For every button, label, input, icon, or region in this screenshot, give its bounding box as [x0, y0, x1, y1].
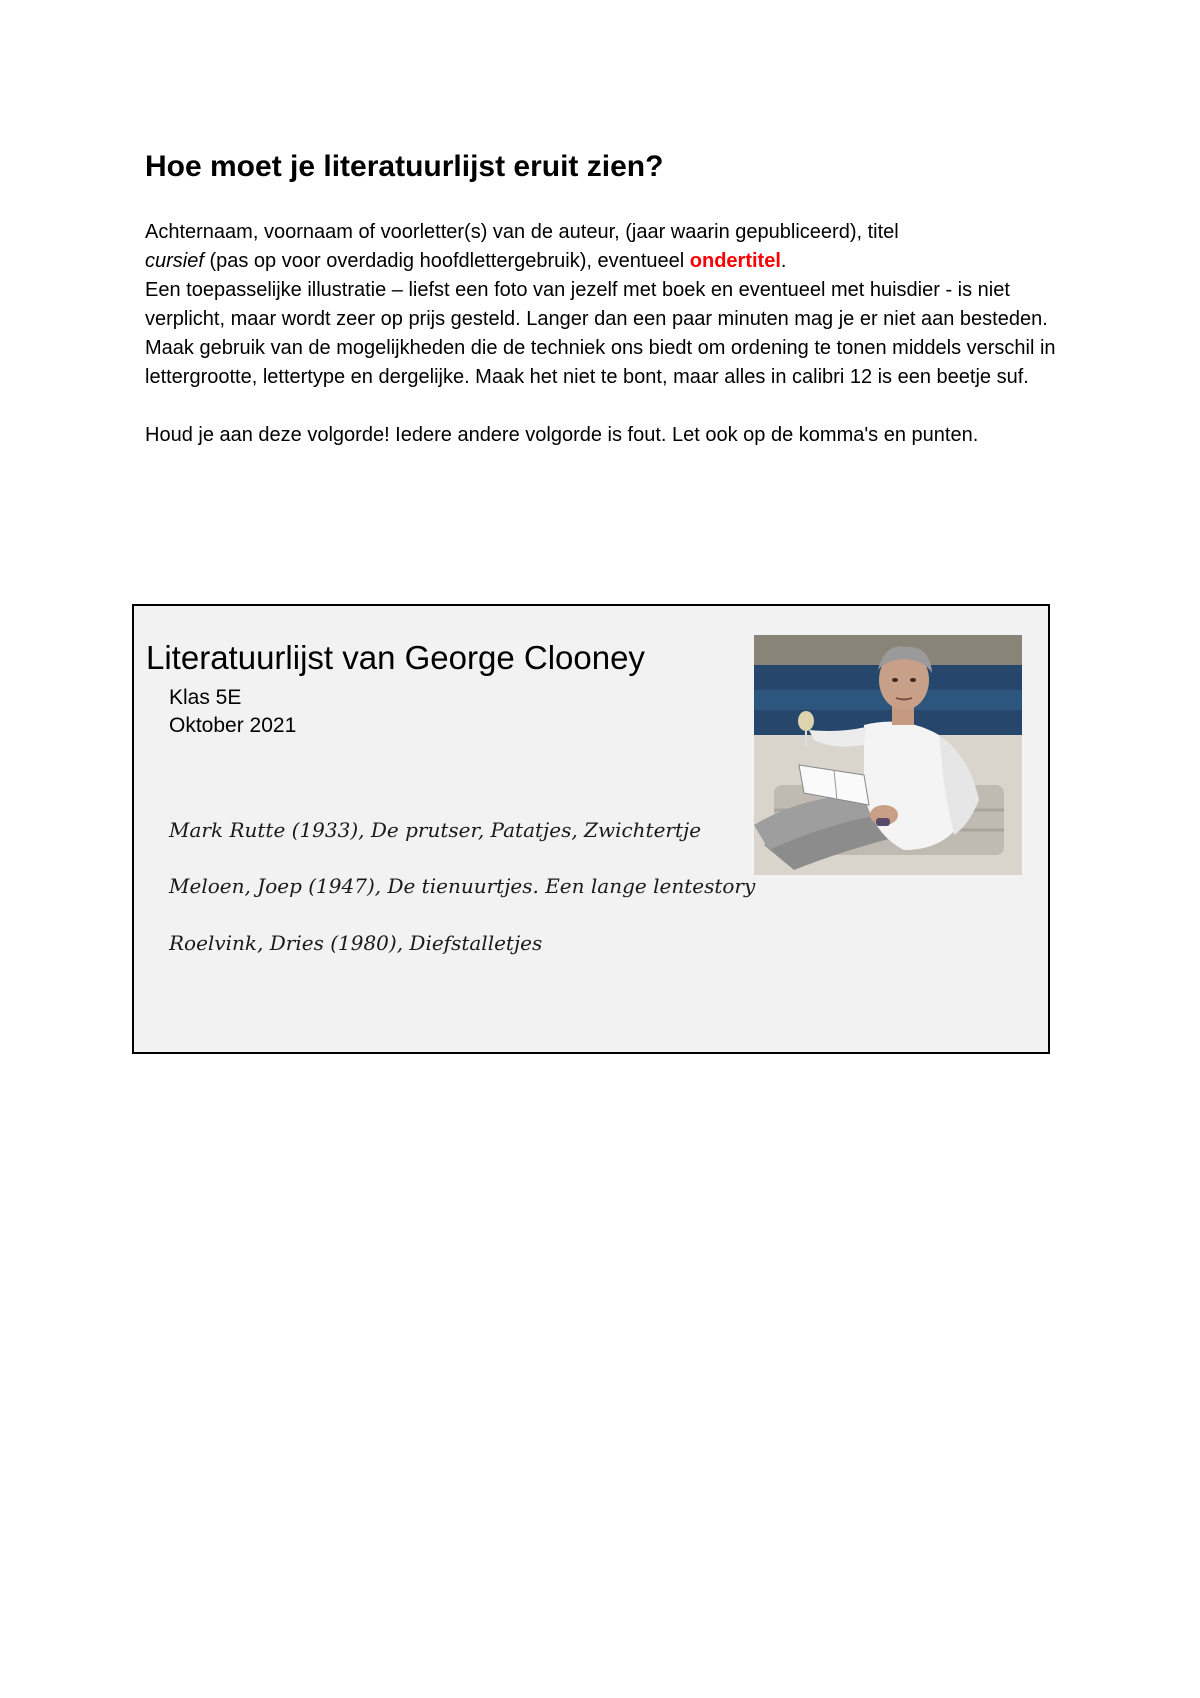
instructions-red-word: ondertitel [689, 250, 781, 272]
instructions-paragraph-1 [145, 218, 1090, 276]
instructions-line-2: (pas op voor overdadig hoofdlettergebruik), eventueel [203, 250, 690, 272]
instructions-paragraph-4: Houd je aan deze volgorde! Iedere andere volgorde is fout. Let ook op de komma's en punten. [145, 424, 979, 446]
instructions-paragraph-2: Een toepasselijke illustratie – liefst een foto van jezelf met boek en eventueel met huisdier - is niet verplicht, maar wordt zeer op prijs gesteld. Langer dan een paar minuten mag je er niet aan besteden. [145, 279, 1048, 330]
instructions-line-1: Achternaam, voornaam of voorletter(s) van de auteur, (jaar waarin gepubliceerd), titel [145, 221, 899, 243]
book-entry-2: Meloen, Joep (1947), De tienuurtjes. Een lange lentestory [169, 874, 756, 898]
instructions-italic-word: cursief [145, 250, 204, 272]
instructions-line-2-end: . [780, 250, 787, 272]
page-title: Hoe moet je literatuurlijst eruit zien? [145, 150, 664, 183]
example-literature-list [132, 604, 1050, 1054]
example-class: Klas 5E [169, 686, 242, 709]
example-title: Literatuurlijst van George Clooney [146, 639, 645, 676]
book-entry-1: Mark Rutte (1933), De prutser, Patatjes, Zwichtertje [169, 818, 702, 842]
reader-photo [754, 635, 1022, 875]
instructions-text [145, 218, 1090, 450]
instructions-paragraph-3: Maak gebruik van de mogelijkheden die de techniek ons biedt om ordening te tonen middels verschil in lettergrootte, lettertype en dergelijke. Maak het niet te bont, maar alles in calibri 12 is een beetje suf. [145, 337, 1056, 388]
example-date: Oktober 2021 [169, 714, 297, 737]
book-entry-3: Roelvink, Dries (1980), Diefstalletjes [169, 931, 543, 955]
